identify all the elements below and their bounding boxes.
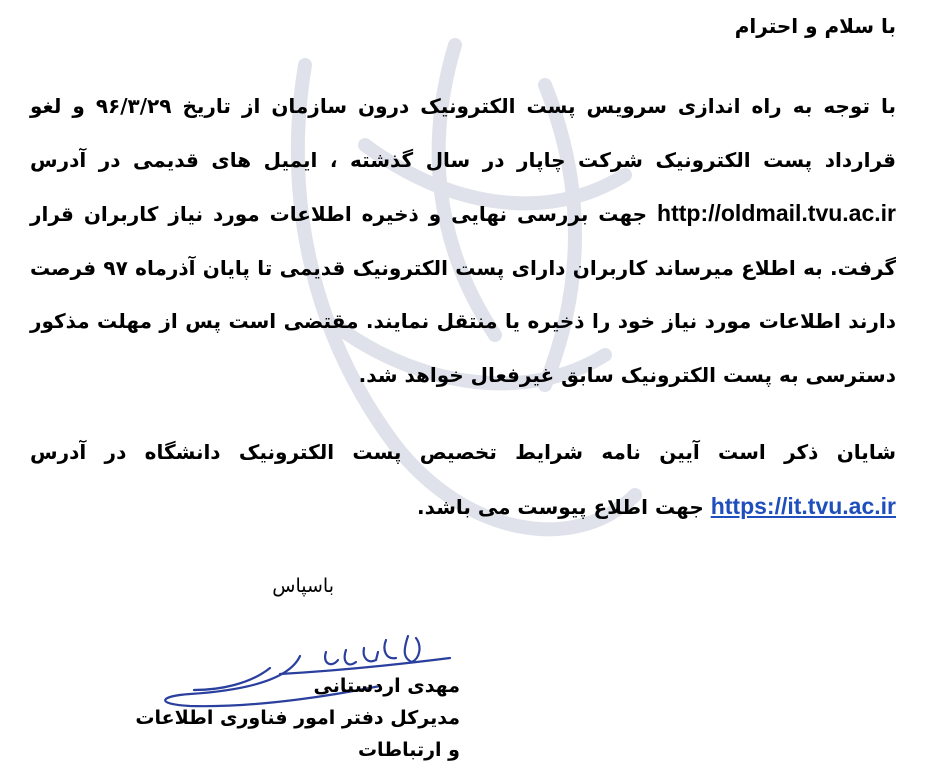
paragraph-1-text-b: جهت بررسی نهایی و ذخیره اطلاعات مورد نیاز کاربران قرار گرفت. به اطلاع میرساند کاربران دارای پست الکترونیک قدیمی تا پایان آذرماه ۹۷ فرصت دارند اطلاعات مورد نیاز خود را ذخیره یا منتقل نمایند. مقتضی است پس از مهلت مذکور دسترسی به پست الکترونیک سابق غیرفعال خواهد شد. <box>30 202 896 387</box>
paragraph-2-text-a: شایان ذکر است آیین نامه شرایط تخصیص پست الکترونیک دانشگاه در آدرس <box>30 440 896 464</box>
paragraph-1 <box>30 80 896 402</box>
signer-title-line-2: و ارتباطات <box>357 739 460 761</box>
it-portal-link[interactable]: https://it.tvu.ac.ir <box>710 492 896 519</box>
paragraph-2 <box>30 426 896 534</box>
signer-title-line-1: مدیرکل دفتر امور فناوری اطلاعات <box>135 707 460 729</box>
signer-block <box>120 670 460 766</box>
paragraph-1-text-a: با توجه به راه اندازی سرویس پست الکترونیک درون سازمان از تاریخ ۹۶/۳/۲۹ و لغو قرارداد پست الکترونیک شرکت چاپار در سال گذشته ، ایمیل های قدیمی در آدرس <box>30 94 896 172</box>
closing-regards: باسپاس <box>272 575 334 597</box>
signer-name: مهدی اردستانی <box>313 675 460 697</box>
salutation: با سلام و احترام <box>734 14 896 38</box>
paragraph-2-text-b: جهت اطلاع پیوست می باشد. <box>417 494 711 519</box>
old-mail-url: http://oldmail.tvu.ac.ir <box>657 200 896 226</box>
